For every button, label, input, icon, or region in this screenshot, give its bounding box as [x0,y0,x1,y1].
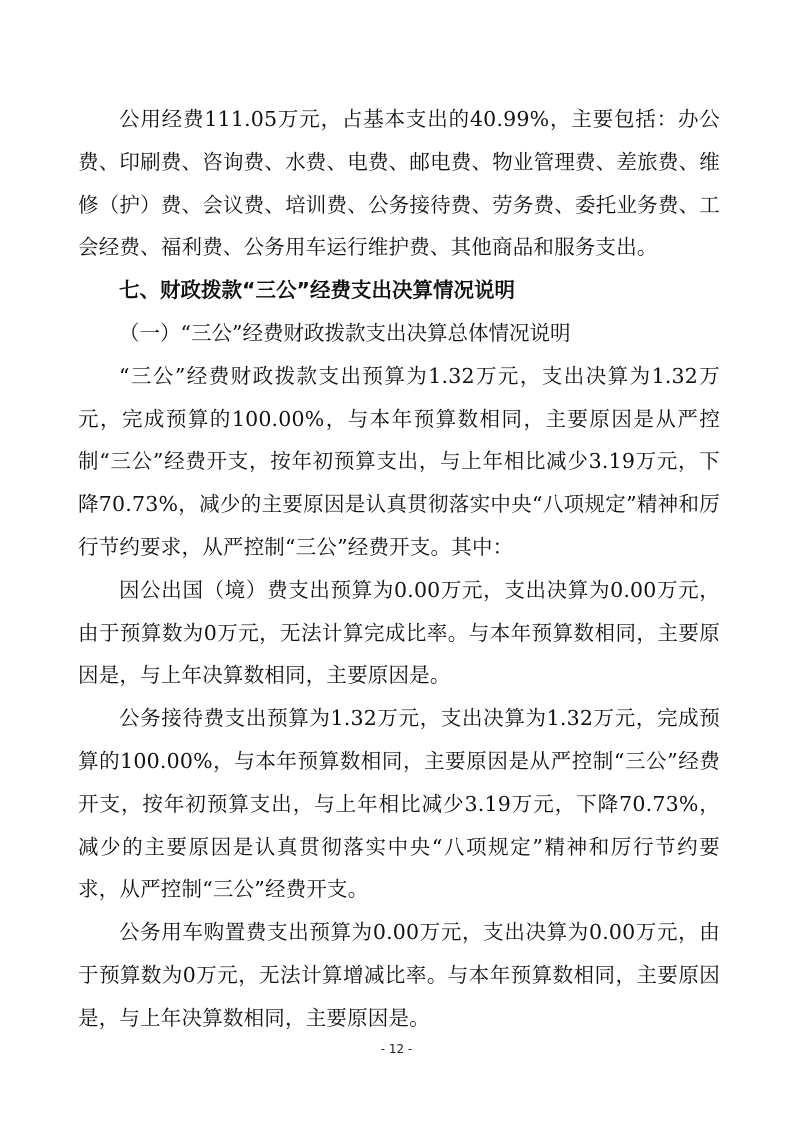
subsection-heading-one: （一）“三公”经费财政拨款支出决算总体情况说明 [119,320,571,345]
public-expense-paragraph: 公用经费111.05万元，占基本支出的40.99%，主要包括：办公费、印刷费、咨询费、水费、电费、邮电费、物业管理费、差旅费、维修（护）费、会议费、培训费、公务接待费、劳务费、委托业务费、工会经费、福利费、公务用车运行维护费、其他商品和服务支出。 [78,107,720,260]
page-number: - 12 - [380,1042,413,1056]
three-public-overview-paragraph: “三公”经费财政拨款支出预算为1.32万元，支出决算为1.32万元，完成预算的100.00%，与本年预算数相同，主要原因是从严控制“三公”经费开支，按年初预算支出，与上年相比减少3.19万元，下降70.73%，减少的主要原因是认真贯彻落实中央“八项规定”精神和厉行节约要求，从严控制“三公”经费开支。其中： [78,363,720,559]
vehicle-purchase-paragraph: 公务用车购置费支出预算为0.00万元，支出决算为0.00万元，由于预算数为0万元，无法计算增减比率。与本年预算数相同，主要原因是，与上年决算数相同，主要原因是。 [78,920,720,1030]
reception-expense-paragraph: 公务接待费支出预算为1.32万元，支出决算为1.32万元，完成预算的100.00%，与本年预算数相同，主要原因是从严控制“三公”经费开支，按年初预算支出，与上年相比减少3.19万元，下降70.73%，减少的主要原因是认真贯彻落实中央“八项规定”精神和厉行节约要求，从严控制“三公”经费开支。 [78,706,720,902]
overseas-travel-paragraph: 因公出国（境）费支出预算为0.00万元，支出决算为0.00万元，由于预算数为0万元，无法计算完成比率。与本年预算数相同，主要原因是，与上年决算数相同，主要原因是。 [78,577,720,688]
page-content [78,98,720,1040]
section-heading-seven: 七、财政拨款“三公”经费支出决算情况说明 [119,278,515,303]
